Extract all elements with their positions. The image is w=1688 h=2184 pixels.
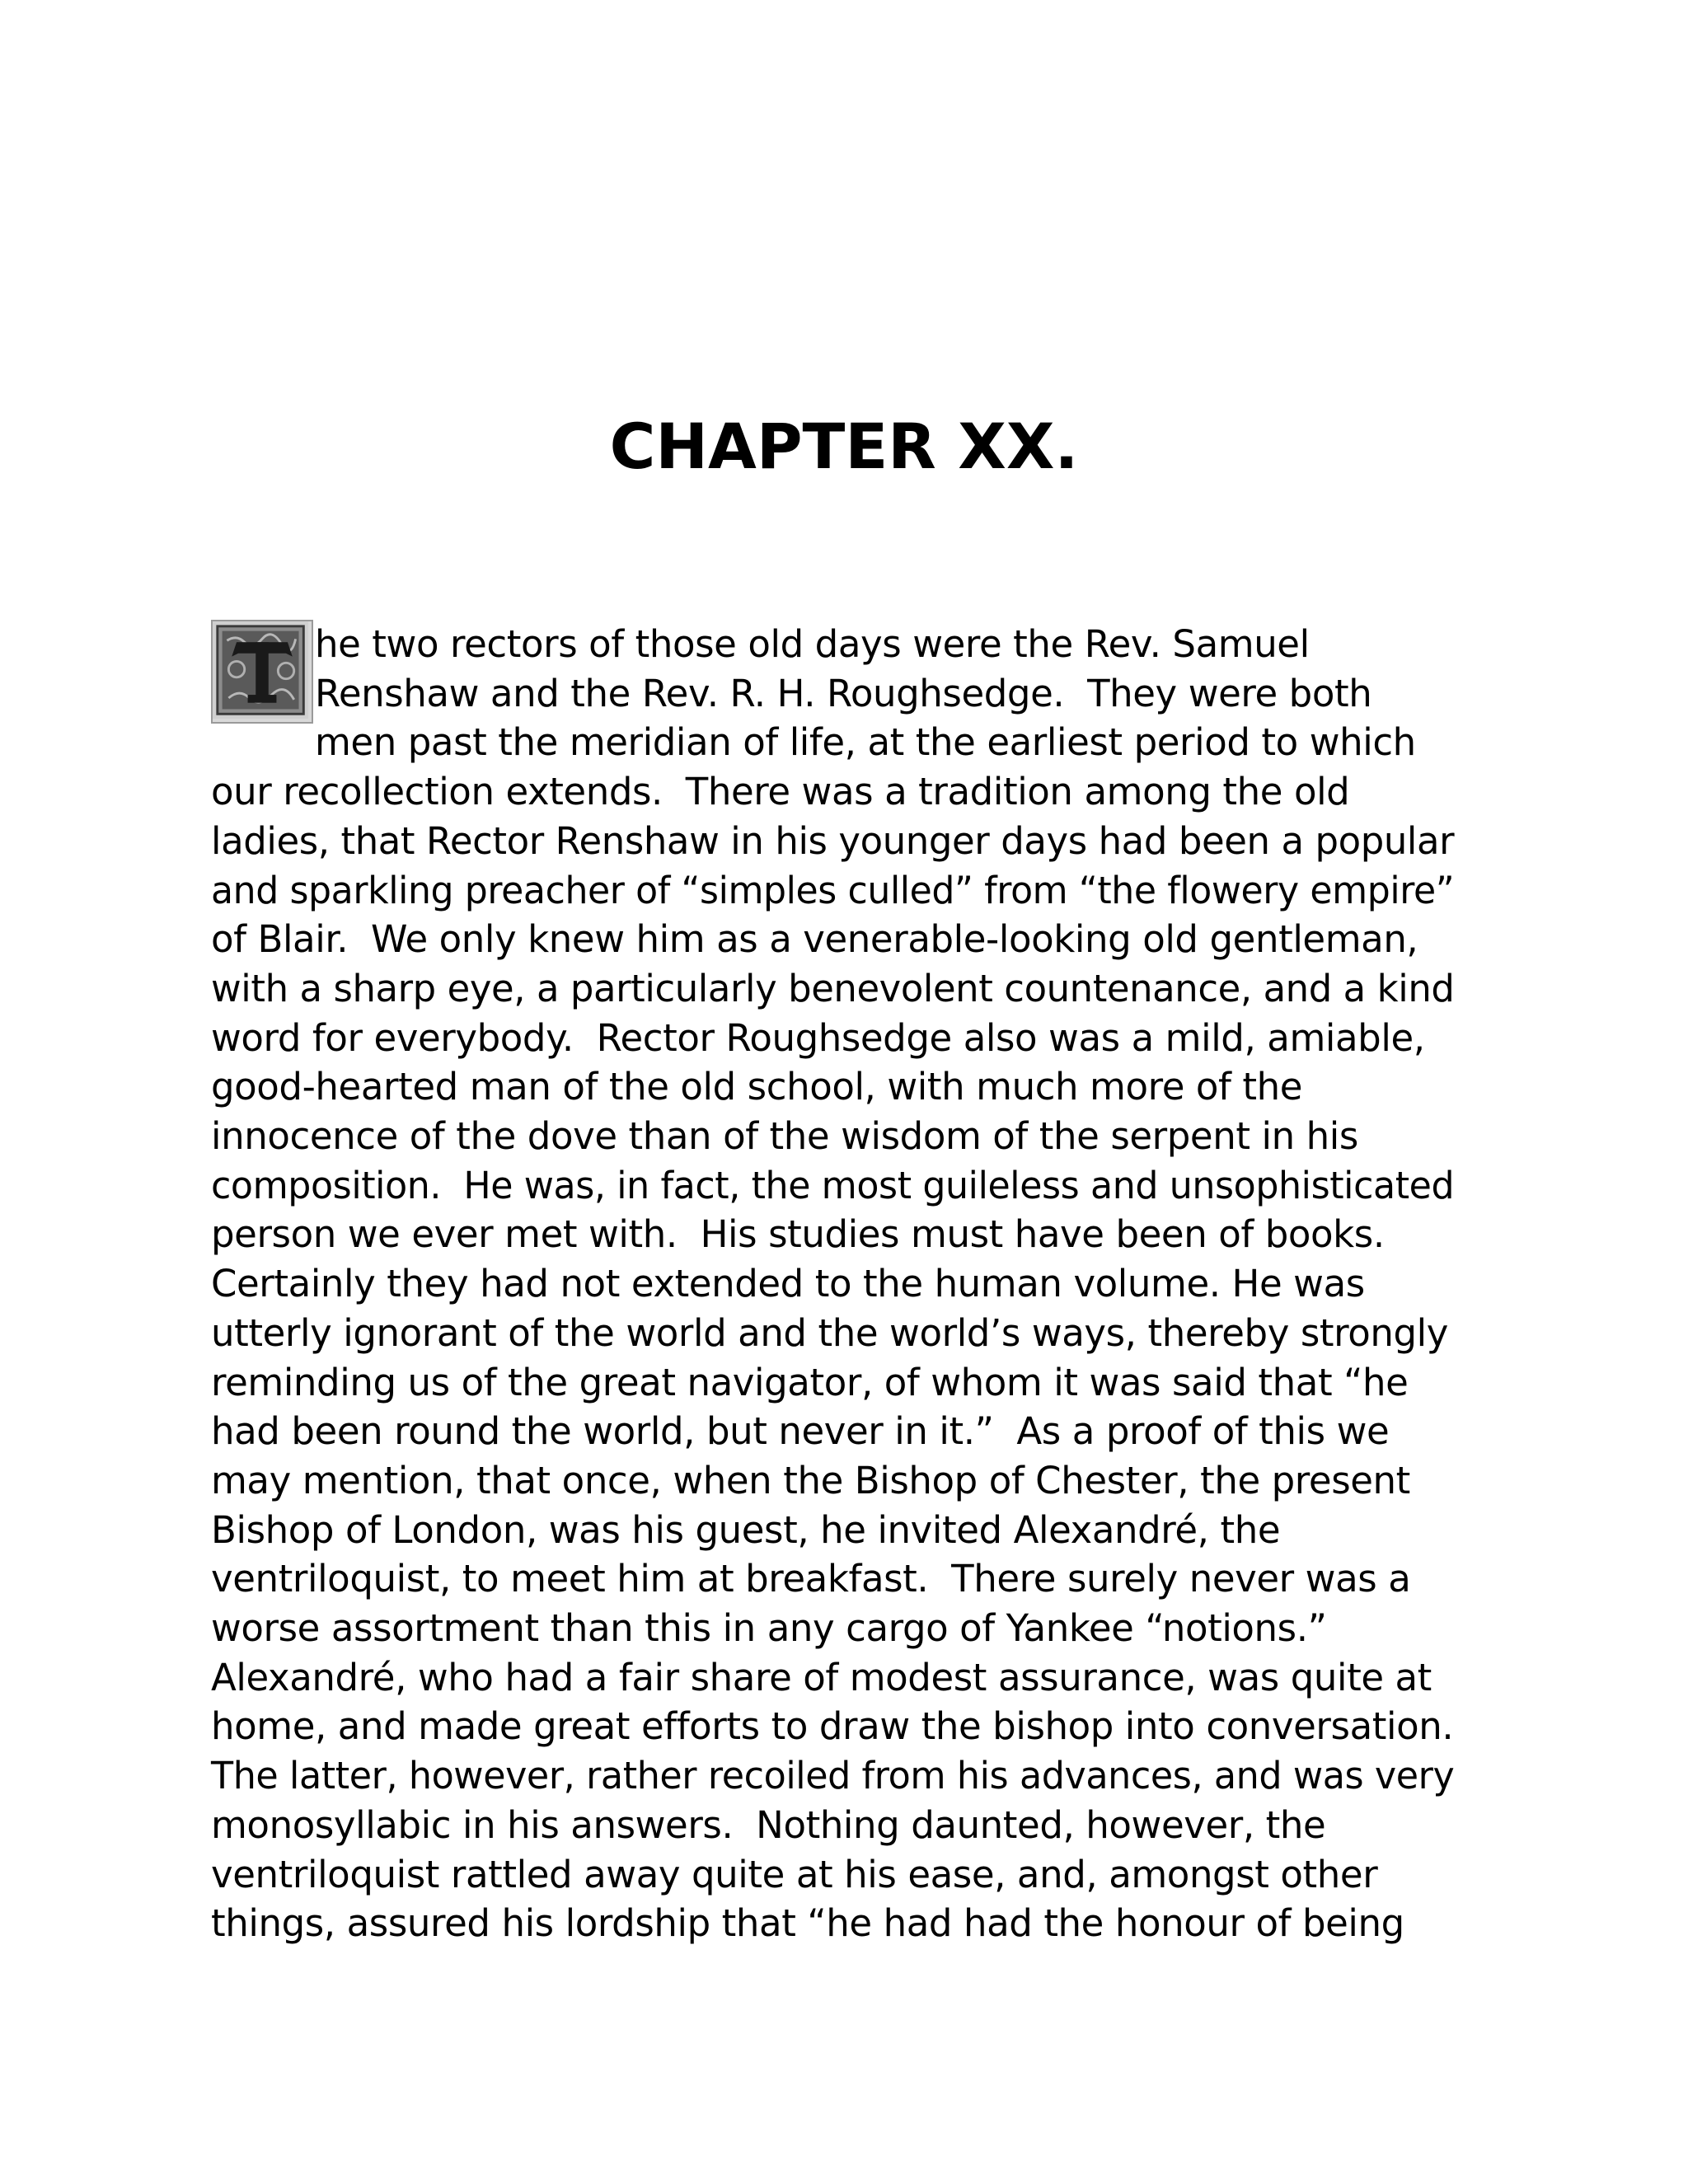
text-line: ventriloquist, to meet him at breakfast. There surely never was a	[211, 1557, 1411, 1601]
text-line: innocence of the dove than of the wisdom of the serpent in his	[211, 1114, 1358, 1158]
text-line: home, and made great efforts to draw the bishop into conversation.	[211, 1704, 1454, 1749]
text-line: monosyllabic in his answers. Nothing daunted, however, the	[211, 1802, 1326, 1847]
text-line: Alexandré, who had a fair share of modest assurance, was quite at	[211, 1655, 1432, 1699]
text-line: The latter, however, rather recoiled from his advances, and was very	[211, 1754, 1455, 1798]
text-line: Renshaw and the Rev. R. H. Roughsedge. They were both	[315, 671, 1372, 715]
text-line: Certainly they had not extended to the human volume. He was	[211, 1262, 1365, 1306]
text-line: our recollection extends. There was a tradition among the old	[211, 770, 1350, 814]
text-line: Bishop of London, was his guest, he invited Alexandré, the	[211, 1507, 1281, 1552]
text-line: ladies, that Rector Renshaw in his younger days had been a popular	[211, 818, 1455, 863]
text-line: reminding us of the great navigator, of whom it was said that “he	[211, 1360, 1409, 1404]
text-line: ventriloquist rattled away quite at his ease, and, amongst other	[211, 1852, 1378, 1896]
text-line: and sparkling preacher of “simples culled” from “the flowery empire”	[211, 868, 1455, 912]
text-line: good-hearted man of the old school, with much more of the	[211, 1065, 1303, 1109]
text-line: with a sharp eye, a particularly benevolent countenance, and a kind	[211, 966, 1455, 1010]
text-line: word for everybody. Rector Roughsedge also was a mild, amiable,	[211, 1015, 1425, 1060]
chapter-title: CHAPTER XX.	[609, 410, 1079, 483]
text-line: person we ever met with. His studies must have been of books.	[211, 1212, 1385, 1257]
text-line: worse assortment than this in any cargo of Yankee “notions.”	[211, 1606, 1327, 1650]
text-line: had been round the world, but never in it.” As a proof of this we	[211, 1409, 1390, 1454]
text-line: things, assured his lordship that “he had had the honour of being	[211, 1901, 1404, 1946]
text-line: composition. He was, in fact, the most guileless and unsophisticated	[211, 1163, 1455, 1207]
text-line: utterly ignorant of the world and the world’s ways, thereby strongly	[211, 1310, 1448, 1355]
text-line: of Blair. We only knew him as a venerable-looking old gentleman,	[211, 917, 1418, 962]
text-line: may mention, that once, when the Bishop of Chester, the present	[211, 1458, 1410, 1502]
drop-cap-letter-t	[211, 620, 313, 724]
text-line: he two rectors of those old days were the Rev. Samuel	[315, 622, 1310, 666]
text-line: men past the meridian of life, at the earliest period to which	[315, 720, 1416, 765]
